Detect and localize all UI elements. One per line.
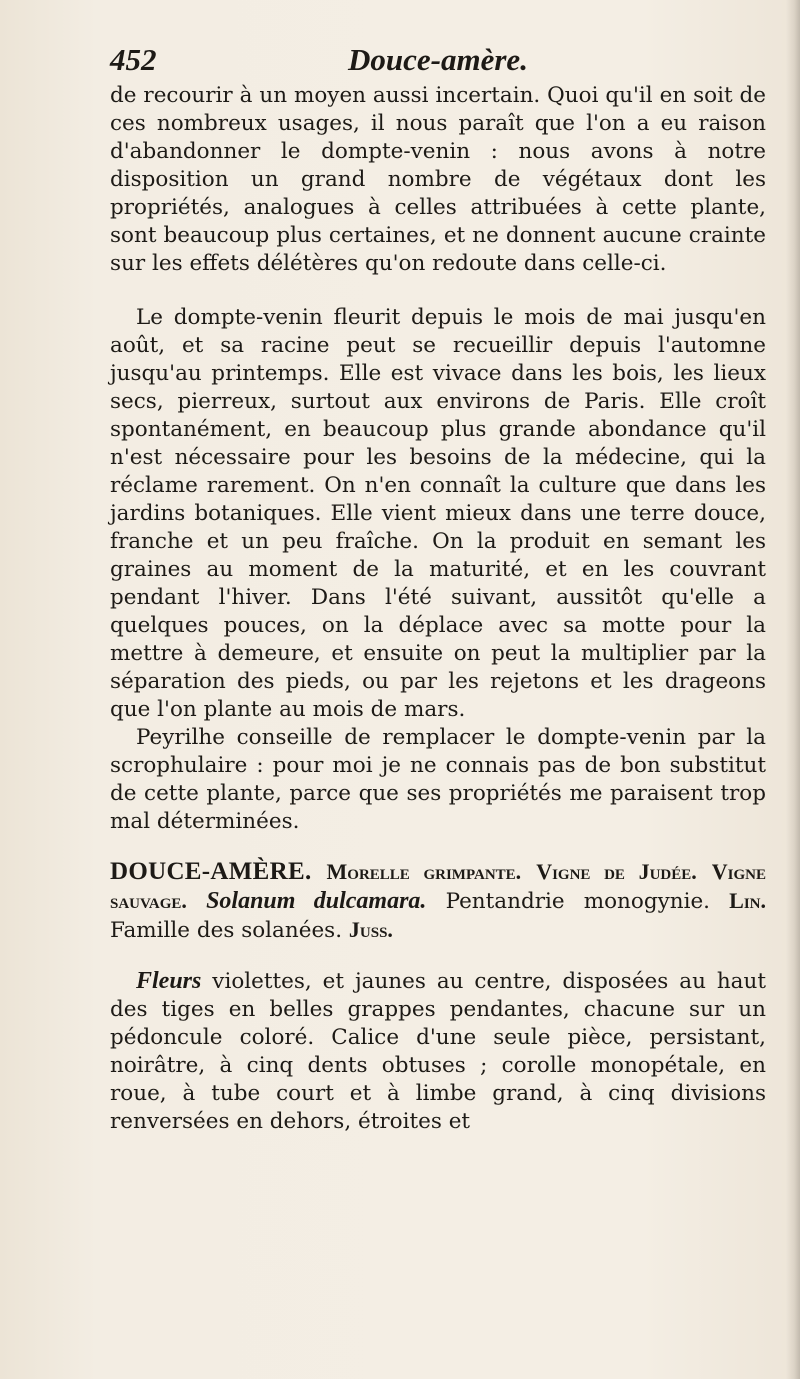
entry-classification: Pentandrie monogynie. <box>445 889 711 914</box>
paragraph-4-text: violettes, et jaunes au centre, disposées au haut des tiges en belles grappes pendantes, chacune sur un pédoncule coloré. Calice d'une seule pièce, persistant, noirâtre, à cinq dents obtuses ; corolle monopétale, en roue, à tube court et à limbe grand, à cinq divisions renversées en dehors, étroites et <box>110 969 766 1134</box>
entry-family: Famille des solanées. <box>110 918 343 943</box>
page-content <box>110 42 766 1136</box>
paragraph-2: Le dompte-venin fleurit depuis le mois de mai jusqu'en août, et sa racine peut se recueillir depuis l'automne jusqu'au printemps. Elle est vivace dans les bois, les lieux secs, pierreux, surtout aux environs de Paris. Elle croît spontanément, en beaucoup plus grande abondance qu'il n'est nécessaire pour les besoins de la médecine, qui la réclame rarement. On n'en connaît la culture que dans les jardins botaniques. Elle vient mieux dans une terre douce, franche et un peu fraîche. On la produit en semant les graines au moment de la maturité, et en les couvrant pendant l'hiver. Dans l'été suivant, aussitôt qu'elle a quelques pouces, on la déplace avec sa motte pour la mettre à demeure, et ensuite on peut la multiplier par la séparation des pieds, ou par les rejetons et les drageons que l'on plante au mois de mars. <box>110 305 766 722</box>
entry-heading <box>110 858 766 945</box>
page-number: 452 <box>110 42 157 77</box>
running-head <box>110 42 766 82</box>
entry-synonym-1: Morelle grimpante. <box>326 859 522 884</box>
entry-latin-name: Solanum dulcamara. <box>206 888 427 914</box>
paragraph-1: de recourir à un moyen aussi incertain. Quoi qu'il en soit de ces nombreux usages, il nous paraît que l'on a eu raison d'abandonner le dompte-venin : nous avons à notre disposition un grand nombre de végétaux dont les propriétés, analogues à celles attribuées à cette plante, sont beaucoup plus certaines, et ne donnent aucune crainte sur les effets délétères qu'on redoute dans celle-ci. <box>110 83 766 276</box>
entry-author-2: Juss. <box>348 917 393 942</box>
paragraph-4-lead-word: Fleurs <box>136 968 202 994</box>
entry-title: DOUCE-AMÈRE. <box>110 858 312 885</box>
entry-synonym-2: Vigne de Judée. <box>536 859 697 884</box>
entry-synonym-3: Vigne sauvage. <box>110 859 766 913</box>
paragraph-3: Peyrilhe conseille de remplacer le dompte-venin par la scrophulaire : pour moi je ne connais pas de bon substitut de cette plante, parce que ses propriétés me paraisent trop mal déterminées. <box>110 725 766 834</box>
entry-author-1: Lin. <box>729 888 767 913</box>
page-edge-shadow <box>786 0 800 1379</box>
running-title: Douce-amère. <box>348 42 528 77</box>
paragraph-4 <box>110 967 766 1136</box>
